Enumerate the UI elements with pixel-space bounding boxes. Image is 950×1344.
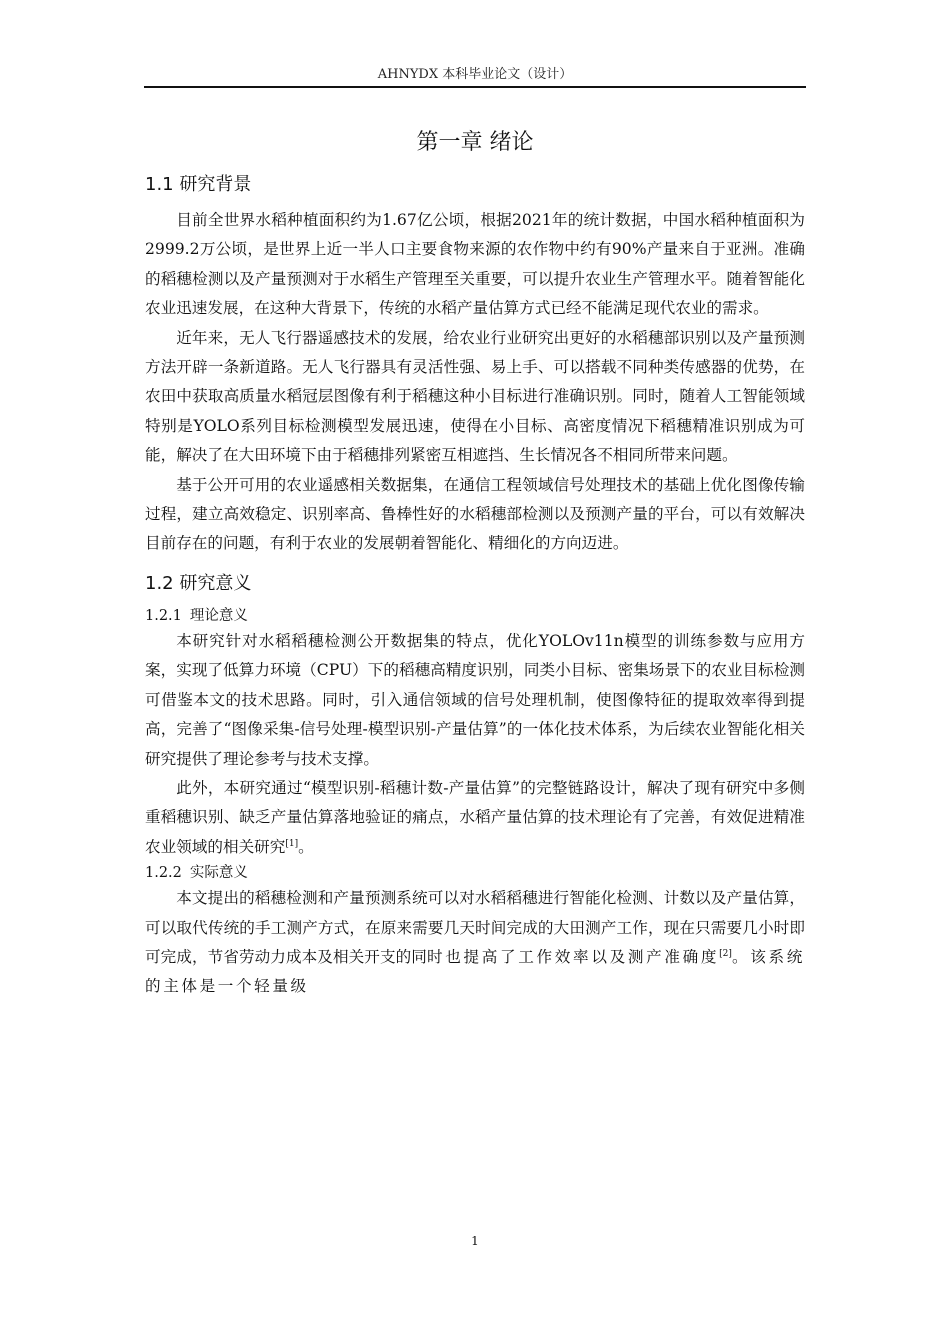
page-number: 1	[471, 1234, 479, 1248]
paragraph-practical-1	[145, 884, 805, 1002]
paragraph-last-line-b: 。该系统的主体是一个轻量级	[145, 947, 805, 996]
subsection-heading-1-2-2	[145, 862, 805, 884]
paragraph-text: 本文提出的稻穗检测和产量预测系统可以对水稻稻穗进行智能化检测、计数以及产量估算，可以取代传统的手工测产方式，在原来需要几天时间完成的大田测产工作，现在只需要几小时即可完成，节省劳动力成本及相关开支的同	[145, 889, 805, 966]
paragraph-theory-2	[145, 774, 805, 862]
section-heading-1-2: 1.2 研究意义	[145, 572, 252, 594]
subsection-heading-1-2-1	[145, 605, 805, 627]
running-header: AHNYDX 本科毕业论文（设计）	[377, 67, 573, 82]
paragraph-text: 此外，本研究通过“模型识别-稻穗计数-产量估算”的完整链路设计，解决了现有研究中多侧重稻穗识别、缺乏产量估算落地验证的痛点，水稻产量估算的技术理论有了完善，有效促进精准农业领域的相关研究	[145, 778, 805, 856]
subsection-title: 实际意义	[189, 865, 248, 882]
paragraph-last-line-a: 时也提高了工作效率以及测产准确度	[426, 947, 720, 966]
paragraph-end: 。	[298, 837, 314, 856]
subsection-number: 1.2.1	[145, 607, 182, 624]
paragraph-background-2: 近年来，无人飞行器遥感技术的发展，给农业行业研究出更好的水稻穗部识别以及产量预测方法开辟一条新道路。无人飞行器具有灵活性强、易上手、可以搭载不同种类传感器的优势，在农田中获取高质量水稻冠层图像有利于稻穗这种小目标进行准确识别。同时，随着人工智能领域特别是YOLO系列目标检测模型发展迅速，使得在小目标、高密度情况下稻穗精准识别成为可能，解决了在大田环境下由于稻穗排列紧密互相遮挡、生长情况各不相同所带来问题。	[145, 328, 805, 465]
paragraph-background-3: 基于公开可用的农业遥感相关数据集，在通信工程领域信号处理技术的基础上优化图像传输过程，建立高效稳定、识别率高、鲁棒性好的水稻穗部检测以及预测产量的平台，可以有效解决目前存在的问题，有利于农业的发展朝着智能化、精细化的方向迈进。	[145, 475, 805, 553]
header-rule	[144, 86, 806, 88]
section-heading-1-1: 1.1 研究背景	[145, 174, 252, 195]
paragraph-theory-1: 本研究针对水稻稻穗检测公开数据集的特点，优化YOLOv11n模型的训练参数与应用方案，实现了低算力环境（CPU）下的稻穗高精度识别，同类小目标、密集场景下的农业目标检测可借鉴本文的技术思路。同时，引入通信领域的信号处理机制，使图像特征的提取效率得到提高，完善了“图像采集-信号处理-模型识别-产量估算”的一体化技术体系，为后续农业智能化相关研究提供了理论参考与技术支撑。	[145, 631, 805, 768]
citation-1: [1]	[285, 838, 299, 849]
chapter-title: 第一章 绪论	[416, 130, 534, 155]
citation-2: [2]	[719, 948, 732, 959]
subsection-number: 1.2.2	[145, 865, 182, 882]
subsection-title: 理论意义	[189, 607, 248, 624]
page-content	[145, 118, 805, 1002]
paragraph-background-1: 目前全世界水稻种植面积约为1.67亿公顷，根据2021年的统计数据，中国水稻种植面积为2999.2万公顷，是世界上近一半人口主要食物来源的农作物中约有90%产量来自于亚洲。准确的稻穗检测以及产量预测对于水稻生产管理至关重要，可以提升农业生产管理水平。随着智能化农业迅速发展，在这种大背景下，传统的水稻产量估算方式已经不能满足现代农业的需求。	[145, 211, 805, 318]
